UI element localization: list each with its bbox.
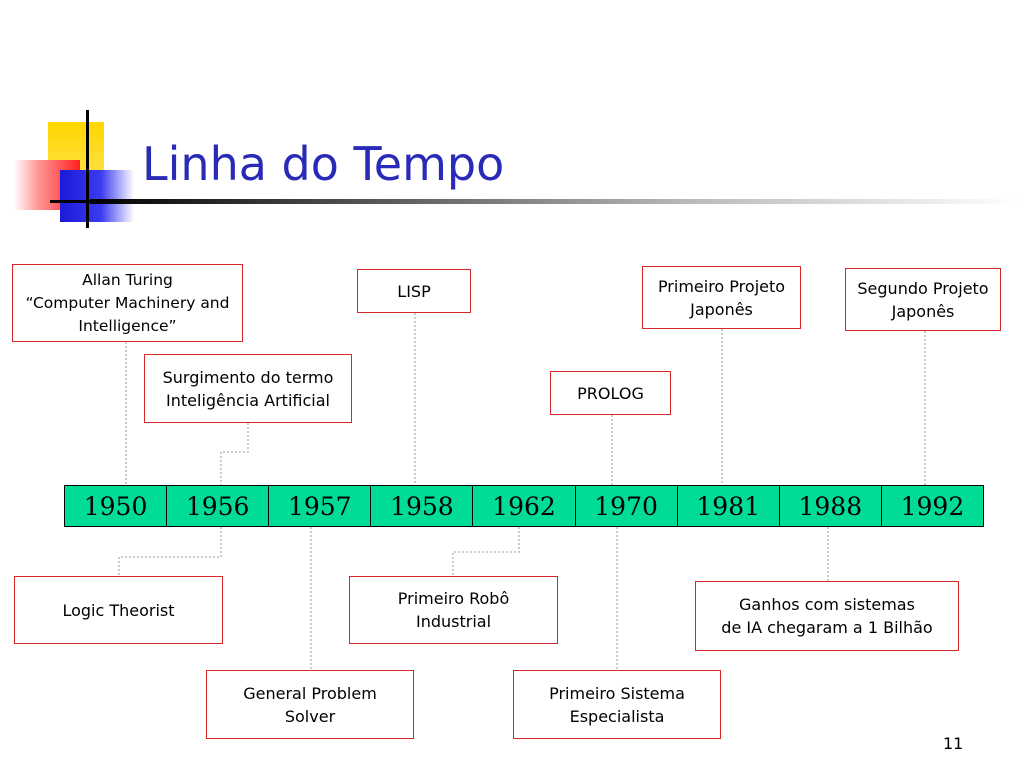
event-box-robo-industrial: Primeiro Robô Industrial bbox=[349, 576, 558, 644]
timeline-year: 1992 bbox=[882, 486, 983, 526]
event-box-lisp: LISP bbox=[357, 269, 471, 313]
timeline-year: 1950 bbox=[65, 486, 167, 526]
event-box-primeiro-projeto: Primeiro Projeto Japonês bbox=[642, 266, 801, 329]
timeline-year: 1970 bbox=[576, 486, 678, 526]
timeline-year: 1957 bbox=[269, 486, 371, 526]
timeline-year: 1958 bbox=[371, 486, 473, 526]
connector-robo bbox=[453, 527, 519, 576]
event-box-segundo-projeto: Segundo Projeto Japonês bbox=[845, 268, 1001, 331]
timeline-bar bbox=[64, 485, 984, 527]
page-number: 11 bbox=[943, 734, 964, 753]
event-box-logic-theorist: Logic Theorist bbox=[14, 576, 223, 644]
event-box-ia-term: Surgimento do termo Inteligência Artificial bbox=[144, 354, 352, 423]
timeline-year: 1981 bbox=[678, 486, 780, 526]
event-box-gps: General Problem Solver bbox=[206, 670, 414, 739]
timeline-year: 1988 bbox=[780, 486, 882, 526]
slide-title: Linha do Tempo bbox=[142, 137, 505, 191]
timeline-year: 1956 bbox=[167, 486, 269, 526]
event-box-ganhos: Ganhos com sistemas de IA chegaram a 1 Bilhão bbox=[695, 581, 959, 651]
connector-ia-term bbox=[221, 423, 248, 485]
event-box-prolog: PROLOG bbox=[550, 371, 671, 415]
connector-logic-theorist bbox=[119, 527, 221, 576]
timeline-year: 1962 bbox=[473, 486, 575, 526]
event-box-sistema-especialista: Primeiro Sistema Especialista bbox=[513, 670, 721, 739]
event-box-turing: Allan Turing “Computer Machinery and Intelligence” bbox=[12, 264, 243, 342]
